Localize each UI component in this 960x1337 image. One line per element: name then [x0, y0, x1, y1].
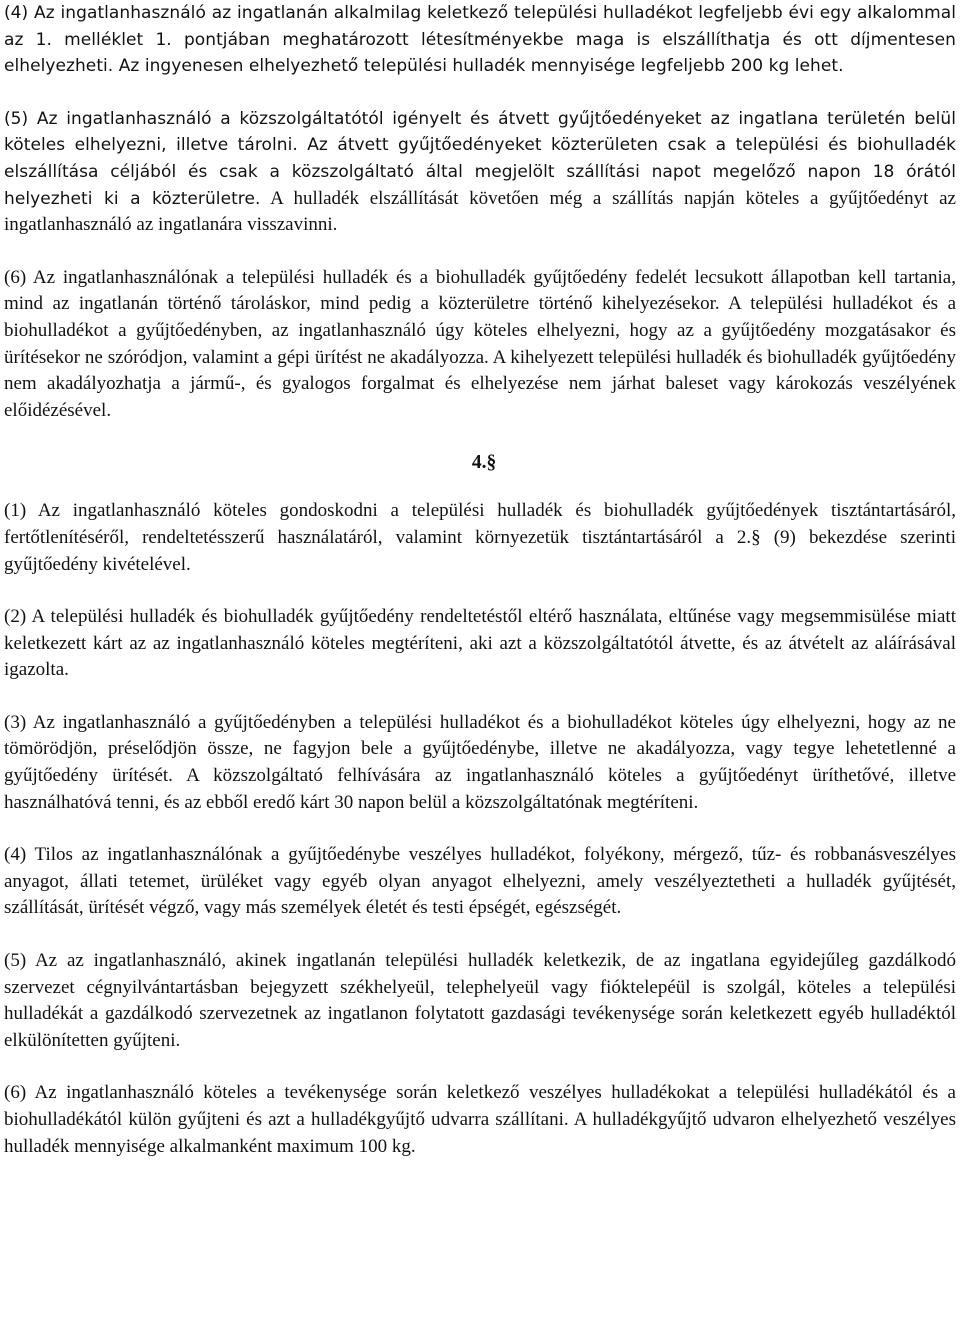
- paragraph-4-5: (5) Az az ingatlanhasználó, akinek ingatlanán települési hulladék keletkezik, de az ingatlana egyidejűleg gazdálkodó szervezet cégnyilvántartásban bejegyzett székhelyeül, telephelyeül vagy fióktelepéül is szolgál, köteles a települési hulladékát a gazdálkodó szervezetnek az ingatlanon folytatott gazdasági tevékenysége során keletkezett egyéb hulladéktól elkülönítetten gyűjteni.: [4, 950, 956, 1051]
- document-page: [4, 0, 956, 1186]
- paragraph-4-2: (2) A települési hulladék és biohulladék gyűjtőedény rendeltetéstől eltérő használata, eltűnése vagy megsemmisülése miatt keletkezett kárt az az ingatlanhasználó köteles megtéríteni, aki azt a közszolgáltatótól átvette, és az átvételt az aláírásával igazolta.: [4, 606, 956, 681]
- paragraph-4-6: (6) Az ingatlanhasználó köteles a tevékenysége során keletkező veszélyes hulladékokat a települési hulladékától és a biohulladékától külön gyűjteni és azt a hulladékgyűjtő udvarra szállítani. A hulladékgyűjtő udvaron elhelyezhető veszélyes hulladék mennyisége alkalmanként maximum 100 kg.: [4, 1082, 956, 1157]
- paragraph-3-5-text-c: A hulladék elszállítását követően még a szállítás napján köteles a gyűjtőedényt az ingatlanhasználó az ingatlanára visszavinni.: [4, 187, 956, 236]
- paragraph-3-6-text: (6) Az ingatlanhasználónak a települési hulladék és a biohulladék gyűjtőedény fedelét lecsukott állapotban kell tartania, mind az ingatlanán történő tároláskor, mind pedig a közterületre történő kihelyezésekor. A települési hulladékot és a biohulladékot a gyűjtőedényben, az ingatlanhasználó úgy köteles elhelyezni, hogy az a gyűjtőedény mozgatásakor és ürítésekor ne szóródjon, valamint a gépi ürítést ne akadályozza. A kihelyezett települési hulladék és biohulladék gyűjtőedény nem akadályozhatja a jármű-, és gyalogos forgalmat és elhelyezése nem járhat baleset vagy károkozás veszélyének előidézésével.: [4, 266, 956, 421]
- paragraph-3-6: [4, 265, 956, 425]
- paragraph-4-4: (4) Tilos az ingatlanhasználónak a gyűjtőedénybe veszélyes hulladékot, folyékony, mérgező, tűz- és robbanásveszélyes anyagot, állati tetemet, ürüléket vagy egyéb olyan anyagot elhelyezni, amely veszélyeztetheti a hulladék gyűjtését, szállítását, ürítését végző, vagy más személyek életét és testi épségét, egészségét.: [4, 844, 956, 919]
- paragraph-3-5-text-b: Az átvett gyűjtőedényeket közterületen csak a települési és biohulladék elszállítása céljából és csak a közszolgáltató által megjelölt szállítási napot megelőző napon 18 órától helyezheti ki a közterületre.: [4, 135, 956, 209]
- paragraph-4-1: (1) Az ingatlanhasználó köteles gondoskodni a települési hulladék és biohulladék gyűjtőedények tisztántartásáról, fertőtlenítéséről, rendeltetésszerű használatáról, valamint környezetük tisztántartásáról a 2.§ (9) bekezdése szerinti gyűjtőedény kivételével.: [4, 500, 956, 575]
- paragraph-4-3: (3) Az ingatlanhasználó a gyűjtőedényben a települési hulladékot és a biohulladékot köteles úgy elhelyezni, hogy az ne tömörödjön, préselődjön össze, ne fagyjon bele a gyűjtőedénybe, illetve ne akadályozza, vagy tegye lehetetlenné a gyűjtőedény ürítését. A közszolgáltató felhívására az ingatlanhasználó köteles a gyűjtőedényt üríthetővé, illetve használhatóvá tenni, és az ebből eredő kárt 30 napon belül a közszolgáltatónak megtéríteni.: [4, 711, 956, 813]
- paragraph-3-5: [4, 106, 956, 239]
- section-heading-4: 4.§: [471, 452, 497, 474]
- paragraph-3-4: [4, 0, 956, 80]
- paragraph-3-4-text: (4) Az ingatlanhasználó az ingatlanán alkalmilag keletkező települési hulladékot legfeljebb évi egy alkalommal az 1. melléklet 1. pontjában meghatározott létesítményekbe maga is elszállíthatja és ott díjmentesen elhelyezheti. Az ingyenesen elhelyezhető települési hulladék mennyisége legfeljebb 200 kg lehet.: [4, 3, 956, 77]
- paragraph-3-5-text-a: (5) Az ingatlanhasználó a közszolgáltatótól igényelt és átvett gyűjtőedényeket az ingatlana területén belül köteles elhelyezni, illetve tárolni.: [4, 108, 956, 156]
